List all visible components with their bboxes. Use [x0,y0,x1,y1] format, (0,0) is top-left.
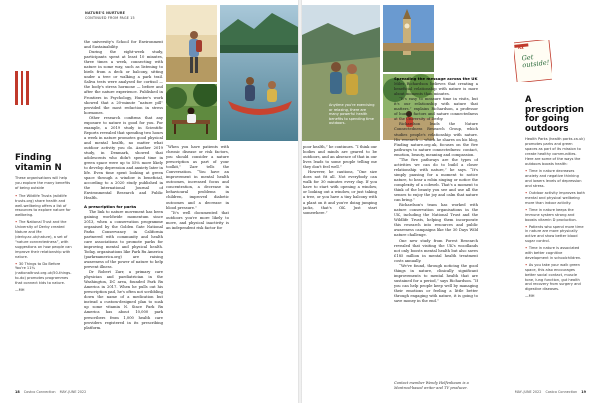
article-paragraph: Richardson's team has worked with nature conservation organisations in the UK, including the National Trust and the Wildlife Trusts, helping them incorporate this research into resources and public awareness campaigns like the 30 Days Wild nature challenge. [394,203,478,238]
sidebar-intro: These organisations will help you explore the many benefits of being outside [15,176,71,190]
right-footer [515,390,586,394]
left-sidebar [15,154,72,293]
magazine-name: Costco Connection [545,390,578,394]
article-column [166,145,229,305]
section-continued: CONTINUED FROM PAGE 15 [85,15,135,20]
list-item: • Time in nature decreases anxiety and negative thinking and lowers levels of depression and stress. [525,169,585,189]
list-item: • Patients who spend more time in nature are more physically active and show better blood sugar control. [525,225,585,245]
sidebar-title-line: for going [525,114,570,124]
right-sidebar [525,96,585,299]
article-column [84,40,163,378]
left-footer [15,390,86,394]
photo-canoe [220,5,298,141]
list-item: • 30 Things to Do Before You're 11¾ (nationaltrust.org.uk/50-things-to-do) promotes programmes that connect kids to nature. [15,262,72,287]
issue-date: MAY–JUNE 2022 [514,390,542,394]
article-paragraph: poor health,” he continues. “I think our bodies and minds are geared to be outdoors, and an absence of that in our lives leads to some people telling me they don't feel well.” [303,145,377,170]
list-item: • The National Trust and the University of Derby created Nature and Me (derby.ac.uk/nature), a set of “nature connectedness”, with suggestions on how people can improve their relationship with nature. [15,220,72,259]
hiker-image [166,5,217,82]
article-column [303,145,377,380]
photo-caption: Anytime you're exercising or relaxing, there are many powerful health benefits to spending time outdoors. [329,103,375,126]
author-note: Contact member Wendy Helfenbaum is a Montreal-based writer and TV producer. [394,381,469,391]
sidebar-title-line: Finding [15,153,52,163]
article-paragraph: “It's easy to measure time in visits, but it's our relationship with nature that matters,” explains Richardson, a professor of human factors and nature connectedness at the University of Derby. [394,97,478,122]
big-ben-image [383,5,434,72]
bench-image [166,84,217,140]
article-paragraph: However, he cautions, “One size does not fit all. Not everybody can walk for 30 minutes every day. If you have to start with opening a window, or looking out a window, or just taking a tree, or you have a tiny balcony with a plant on it and you're doing jumping jacks, that's OK. Just start somewhere.” [303,170,377,215]
issue-date: MAY–JUNE 2022 [59,390,87,394]
sidebar-title-line: outdoors [525,123,569,134]
article-paragraph: Richardson leads the Nature Connectedness Research Group, which studies people's relationship with nature. His research — which he shares on his blog, Finding nature.org.uk, focuses on the five pathways to nature connectedness: contact, emotion, beauty, meaning and compassion. [394,122,478,157]
page-number: 19 [581,390,586,394]
page-number: 18 [15,390,20,394]
photo-bench [166,84,217,140]
sidebar-title-line: A prescription [525,95,584,115]
right-page [302,0,600,403]
rx-badge: Rx [518,45,524,50]
sidebar-intro: Health Parks (health parks.ca.uk) promotes parks and green spaces as part of its mission to create healthy communities. Here are some of the ways the outdoors boosts health: [525,137,585,166]
sidebar-signature: —MH [525,294,535,299]
left-page [0,0,298,403]
article-subheading: Spreading the message across the UK [394,76,478,81]
prescription-note [514,40,552,82]
photo-hiker [166,5,217,82]
article-paragraph: During the eight-week study, participants spent at least 10 minutes, three times a week, connecting with nature in some way, such as listening to birds from a deck or balcony, sitting under a tree or walking a park trail. Saliva tests were analysed for cortisol — the body's stress hormone — before and after the nature experience. Published in Frontiers in Psychology, Hunter's work showed that a 20-minute “nature pill” provided the most reduction in stress hormones. [84,50,163,115]
article-paragraph: Dr Robert Zarr, a primary care physician and paediatrician in the Washington, DC area, founded Park Rx America in 2017. When he pulls out his prescription pad, he's often not scribbling down the name of a medication but instead a custom-designed plan to soak up some vitamin N. Since Park Rx America has about 10,000 park prescribers from 1,000 health care providers registered in its prescribing platform. [84,270,163,330]
article-subheading: A prescription for parks [84,203,137,209]
canoe-image [220,5,298,141]
article-paragraph: the university's School for Environment and Sustainability. [84,40,163,50]
article-paragraph: Miles Richardson believes that creating a beneficial relationship with nature is more about moments than minutes. [394,82,478,97]
photo-friends [302,5,380,141]
accent-bars [15,71,29,105]
sidebar-title [525,96,585,134]
section-kicker [85,11,135,20]
article-paragraph: “When you have patients with chronic disease or risk factors, you should consider a nature prescription as part of your toolkit,” Zarr tells the Conversation. “You have an improvement in mental health outcomes, increased focus and concentration, a decrease in behavioural problems in children, improved diabetic outcomes and a decrease in blood pressure.” [166,145,229,210]
sidebar-list [15,194,72,286]
article-paragraph: “It's well documented that outdoors you're more likely to move, and physical inactivity is an independent risk factor for [166,210,229,230]
article-paragraph: One new study from Forest Research revealed that visiting the UK's woodlands not only boosts mental health but also saves £185 million in mental health treatment costs annually. [394,238,478,263]
magazine-name: Costco Connection [23,390,56,394]
sidebar-list [525,169,585,292]
list-item: • Time in nature keeps the immune system strong and boosts vitamin D production. [525,208,585,223]
article-paragraph: “The five pathways are the types of activities we can do to build a closer relationship with nature,” he says. “It's simply pausing for a moment to notice nature, to hear a robin singing or notice the complexity of a cobweb. That's a moment to think of the beauty you see and use all the senses to enjoy the joy and calm that nature can bring.” [394,157,478,203]
section-name: NATURE'S NURTURE [85,11,126,15]
sign-text: Get outside! [521,53,550,70]
article-paragraph: Other research confirms that any exposure to nature is good for you. For example, a 2019 study in Scientific Reports revealed that spending two hours a week in nature promotes good physical and mental health, no matter what outdoor activity you do. Another 2019 study, in Denmark, showed that adolescents who didn't spend time in green space were up to 55% more likely to develop depression and anxiety later in life. Even time spent looking at green space through a window is beneficial, according to a 2020 study published in the International Journal of Environmental Research and Public Health. [84,115,163,201]
article-column [394,76,478,378]
list-item: • Time in nature is associated with better cognitive development in schoolchildren. [525,246,585,261]
list-item: • The Wildlife Trusts (wildlife trusts.org) share health and well-wellbeing offers a list of resources to explore nature for wellbeing. [15,194,72,219]
article-paragraph: “We've found, through noticing the good things in nature, clinically significant improvements to mental health that are sustained for a period,” says Richardson. “If you can help people keep well by managing their emotions or feeling a little better through engaging with nature, it is going to save money in the end.” [394,263,478,304]
sidebar-title-line: vitamin N [15,162,62,173]
list-item: • As you take your walk green space, this also encourages better social contact, muscle tone, lung function, gut health and recovery from surgery and digestive diseases. [525,263,585,292]
sidebar-title [15,154,72,173]
article-paragraph: The link to nature movement has been gaining worldwide momentum since 2013, when a conservation programme organised by the Golden Gate National Parks Conservancy in California partnered with community and health care associations to promote parks for improving mental and physical health. Today, organisations like Park Rx America (parkrxamerica.org) are raising awareness of the power of nature to help prevent illness. [84,209,163,270]
sidebar-signature: —MH [15,288,25,293]
list-item: • Outdoor activity improves both mental and physical wellbeing more than indoor activity. [525,191,585,206]
photo-big-ben [383,5,434,72]
